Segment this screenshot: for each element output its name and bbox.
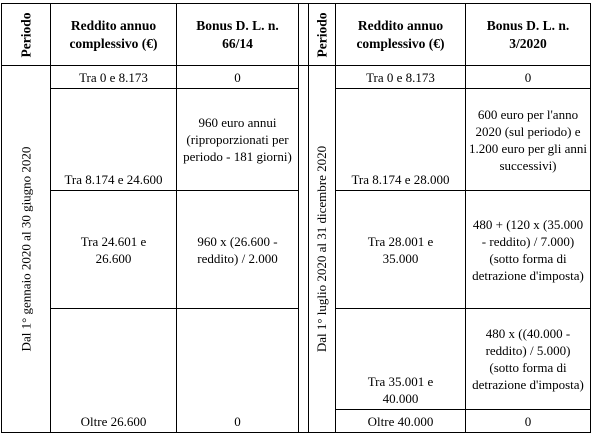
bonus-cell: 600 euro per l'anno 2020 (sul periodo) e 1.200 euro per gli anni successivi)	[468, 106, 588, 173]
period-header: Periodo	[18, 12, 33, 57]
bonus-cell: 0	[234, 414, 241, 429]
bonus-header: Bonus D. L. n. 66/14	[196, 17, 279, 51]
period-cell: Dal 1° luglio 2020 al 31 dicembre 2020	[314, 145, 329, 353]
period-cell: Dal 1° gennaio 2020 al 30 giugno 2020	[18, 146, 33, 352]
bonus-cell: 480 x ((40.000 - reddito) / 5.000) (sotto forma di detrazione d'imposta)	[472, 326, 584, 392]
border-right	[590, 3, 591, 433]
income-cell: Tra 28.001 e 35.000	[367, 233, 434, 266]
income-cell: Tra 24.601 e 26.600	[80, 233, 147, 266]
income-cell: Tra 8.174 e 24.600	[64, 172, 163, 187]
income-cell: Oltre 26.600	[80, 414, 147, 429]
income-cell: Tra 35.001 e 40.000	[367, 374, 434, 406]
bonus-cell: 960 euro annui (riproporzionati per periodo - 181 giorni)	[183, 115, 292, 164]
income-cell: Tra 0 e 8.173	[79, 69, 148, 85]
income-header: Reddito annuo complessivo (€)	[356, 17, 445, 51]
period-header: Periodo	[314, 12, 329, 57]
income-cell: Tra 8.174 e 28.000	[351, 172, 450, 187]
income-cell: Oltre 40.000	[367, 413, 434, 429]
income-cell: Tra 0 e 8.173	[366, 69, 435, 85]
bonus-cell: 480 + (120 x (35.000 - reddito) / 7.000) (sotto forma di detrazione d'imposta)	[472, 216, 584, 283]
border-bottom	[1, 432, 591, 433]
bonus-cell: 960 x (26.600 - reddito) / 2.000	[197, 233, 278, 266]
income-header: Reddito annuo complessivo (€)	[69, 17, 158, 51]
bonus-cell: 0	[524, 413, 532, 429]
col-divider	[298, 3, 299, 433]
bonus-cell: 0	[524, 69, 532, 85]
bonus-cell: 0	[234, 69, 241, 85]
bonus-header: Bonus D. L. n. 3/2020	[486, 17, 570, 51]
